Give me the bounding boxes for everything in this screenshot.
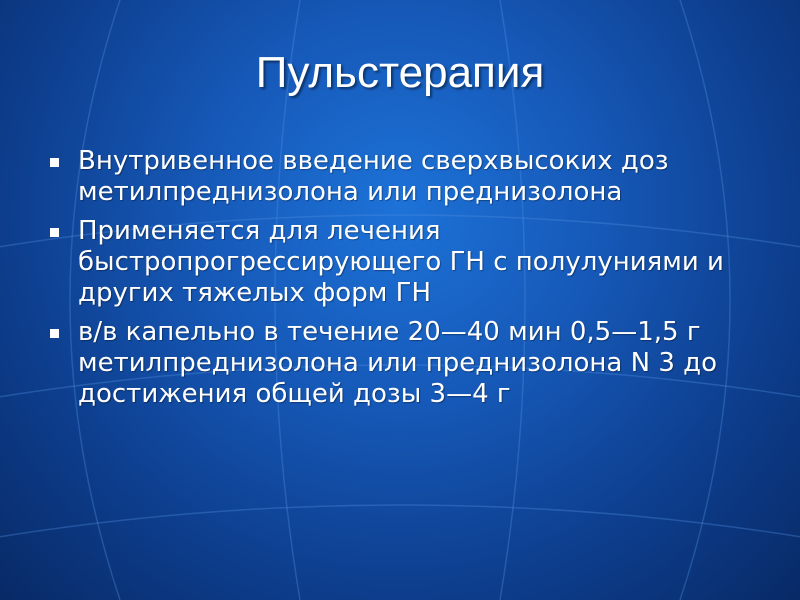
bullet-item	[44, 146, 764, 208]
square-bullet-icon	[50, 228, 59, 237]
slide-title: Пульстерапия	[255, 48, 545, 97]
square-bullet-icon	[50, 158, 59, 167]
bullet-text: в/в капельно в течение 20—40 мин 0,5—1,5 г метилпреднизолона или преднизолона N 3 до достижения общей дозы 3—4 г	[78, 317, 718, 409]
bullet-item	[44, 317, 764, 410]
bullet-list	[44, 146, 764, 418]
bullet-text: Применяется для лечения быстропрогрессирующего ГН с полулуниями и других тяжелых форм ГН	[78, 216, 724, 308]
bullet-text: Внутривенное введение сверхвысоких доз метилпреднизолона или преднизолона	[78, 146, 669, 207]
square-bullet-icon	[50, 329, 59, 338]
bullet-item	[44, 216, 764, 309]
